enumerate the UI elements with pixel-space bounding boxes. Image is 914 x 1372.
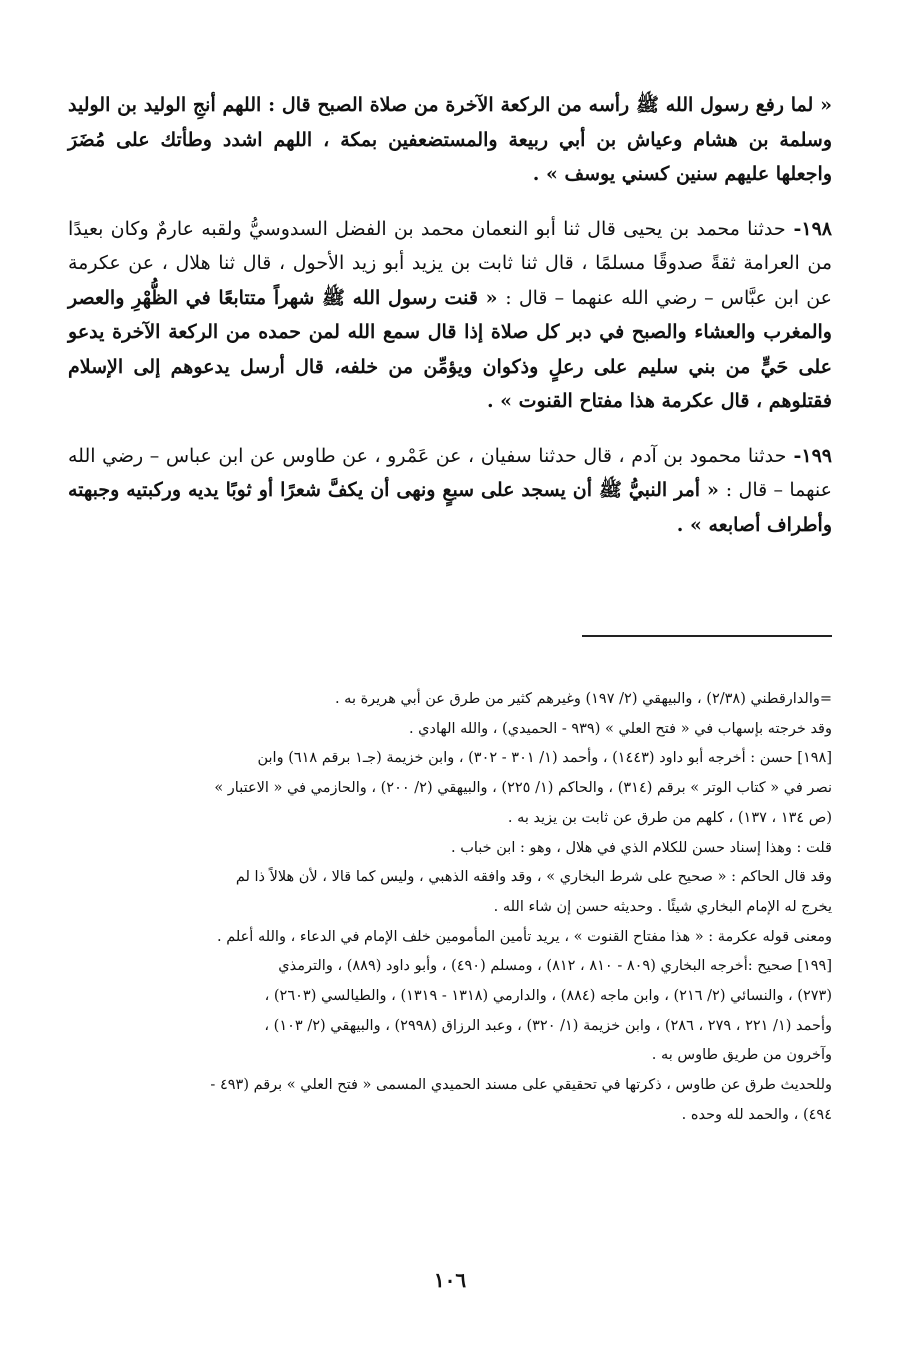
footnote-line: نصر في « كتاب الوتر » برقم (٣١٤) ، والحاكم (١/ ٢٢٥) ، والبيهقي (٢/ ٢٠٠) ، والحازمي في « الاعتبار » <box>214 780 832 797</box>
footnote-line: وقد خرجته بإسهاب في « فتح العلي » (٩٣٩ - الحميدي) ، والله الهادي . <box>408 720 832 737</box>
hadith-197-continuation <box>68 88 832 192</box>
hadith-199-matn: « أمر النبيُّ ﷺ أن يسجد على سبعٍ ونهى أن يكفَّ شعرًا أو ثوبًا يديه وركبتيه وجبهته وأطراف أصابعه » . <box>68 479 832 536</box>
hadith-199 <box>68 439 832 543</box>
footnote-line: وآخرون من طريق طاوس به . <box>651 1047 832 1064</box>
hadith-198-number: ١٩٨- <box>793 217 832 240</box>
footnote-line: وأحمد (١/ ٢٢١ ، ٢٧٩ ، ٢٨٦) ، وابن خزيمة (١/ ٣٢٠) ، وعبد الرزاق (٢٩٩٨) ، والبيهقي (٢/ ١٠٣) ، <box>264 1017 832 1034</box>
footnote-line: يخرج له الإمام البخاري شيئًا . وحديثه حسن إن شاء الله . <box>493 898 832 915</box>
footnote-line: =والدارقطني (٢/٣٨) ، والبيهقي (٢/ ١٩٧) وغيرهم كثير من طرق عن أبي هريرة به . <box>334 691 832 707</box>
footnote-line: (ص ١٣٤ ، ١٣٧) ، كلهم من طرق عن ثابت بن يزيد به . <box>507 809 832 826</box>
footnote-line: ومعنى قوله عكرمة : « هذا مفتاح القنوت » ، يريد تأمين المأمومين خلف الإمام في الدعاء ، والله أعلم . <box>216 928 832 945</box>
footnote-line: وقد قال الحاكم : « صحيح على شرط البخاري » ، وقد وافقه الذهبي ، وليس كما قالا ، لأن هلالاً ذا لم <box>235 869 832 886</box>
hadith-198-matn: « قنت رسول الله ﷺ شهراً متتابعًا في الظُّهْرِ والعصر والمغرب والعشاء والصبح في دبر كل صلاة إذا قال سمع الله لمن حمده من الركعة الآخرة يدعو على حَيٍّ من بني سليم على رعلٍ وذكوان ويؤمِّن من خلفه، قال أرسل يدعوهم إلى الإسلام فقتلوهم ، قال عكرمة هذا مفتاح القنوت » . <box>68 286 832 412</box>
hadith-197-quote: « لما رفع رسول الله ﷺ رأسه من الركعة الآخرة من صلاة الصبح قال : اللهم أنجِ الوليد بن الوليد وسلمة بن هشام وعياش بن أبي ربيعة والمستضعفين بمكة ، اللهم اشدد وطأتك على مُضَرَ واجعلها عليهم سنين كسني يوسف » . <box>68 94 832 185</box>
footnote-line: [١٩٨] حسن : أخرجه أبو داود (١٤٤٣) ، وأحمد (١/ ٣٠١ - ٣٠٢) ، وابن خزيمة (جـ١ برقم ٦١٨) وابن <box>257 750 832 767</box>
footnote-line: ٤٩٤) ، والحمد لله وحده . <box>681 1106 832 1123</box>
footnote-line: وللحديث طرق عن طاوس ، ذكرتها في تحقيقي على مسند الحميدي المسمى « فتح العلي » برقم (٤٩٣ - <box>210 1077 832 1094</box>
footnote-line: (٢٧٣) ، والنسائي (٢/ ٢١٦) ، وابن ماجه (٨٨٤) ، والدارمي (١٣١٨ - ١٣١٩) ، والطيالسي (٢٦٠٣) ، <box>264 988 832 1005</box>
hadith-199-isnad: حدثنا محمود بن آدم ، قال حدثنا سفيان ، عن عَمْرو ، عن طاوس عن ابن عباس – رضي الله عنهما – قال : <box>68 444 832 501</box>
hadith-198 <box>68 212 832 419</box>
footnotes <box>68 685 832 1131</box>
hadith-199-number: ١٩٩- <box>793 444 832 467</box>
footnote-line: [١٩٩] صحيح :أخرجه البخاري (٨٠٩ - ٨١٠ ، ٨١٢) ، ومسلم (٤٩٠) ، وأبو داود (٨٨٩) ، والترمذي <box>278 958 832 975</box>
page-number: ١٠٦ <box>433 1268 467 1292</box>
page-content <box>68 88 832 1372</box>
footnote-line: قلت : وهذا إسناد حسن للكلام الذي في هلال ، وهو : ابن خباب . <box>451 839 832 856</box>
hadith-198-isnad: حدثنا محمد بن يحيى قال ثنا أبو النعمان محمد بن الفضل السدوسيُّ ولقبه عارمٌ وكان بعيدًا من العرامة ثقةً صدوقًا مسلمًا ، قال ثنا ثابت بن يزيد أبو زيد الأحول ، قال ثنا هلال ، عن عكرمة عن ابن عبَّاس – رضي الله عنهما – قال : <box>68 217 832 309</box>
footnote-separator <box>582 635 832 637</box>
